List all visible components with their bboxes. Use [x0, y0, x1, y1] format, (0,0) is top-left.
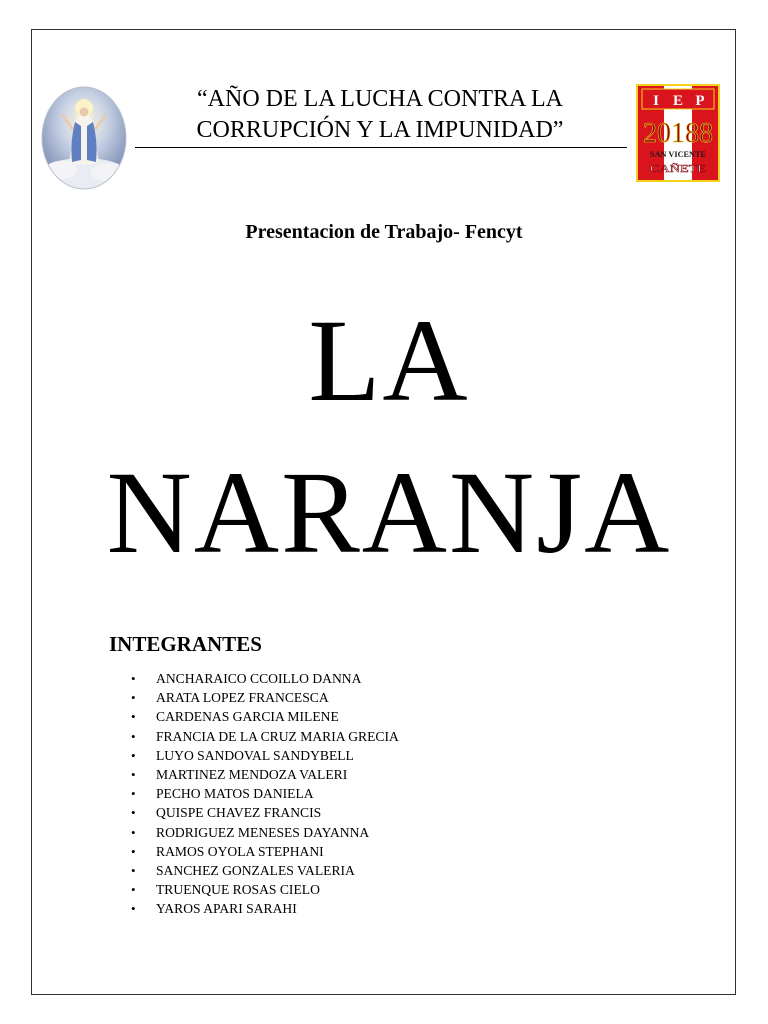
member-item: • MARTINEZ MENDOZA VALERI — [131, 765, 399, 784]
svg-text:SAN VICENTE: SAN VICENTE — [650, 150, 706, 159]
year-motto — [135, 84, 625, 146]
svg-text:P: P — [695, 93, 705, 109]
member-item: • PECHO MATOS DANIELA — [131, 784, 399, 803]
svg-text:20188: 20188 — [643, 117, 713, 149]
motto-line-2: CORRUPCIÓN Y LA IMPUNIDAD” — [196, 117, 564, 143]
virgin-mary-image — [41, 86, 127, 190]
member-item: • LUYO SANDOVAL SANDYBELL — [131, 746, 399, 765]
member-item: • QUISPE CHAVEZ FRANCIS — [131, 803, 399, 822]
member-item: • FRANCIA DE LA CRUZ MARIA GRECIA — [131, 727, 399, 746]
member-item: • SANCHEZ GONZALES VALERIA — [131, 861, 399, 880]
motto-underline — [135, 147, 627, 148]
member-item: • RODRIGUEZ MENESES DAYANNA — [131, 823, 399, 842]
member-item: • CARDENAS GARCIA MILENE — [131, 707, 399, 726]
svg-text:I: I — [653, 93, 659, 109]
school-crest-logo — [636, 84, 720, 182]
member-item: • ANCHARAICO CCOILLO DANNA — [131, 669, 399, 688]
members-heading: INTEGRANTES — [109, 632, 262, 656]
motto-line-1: “AÑO DE LA LUCHA CONTRA LA — [197, 86, 563, 112]
member-item: • TRUENQUE ROSAS CIELO — [131, 880, 399, 899]
members-list — [131, 669, 399, 918]
title-line-1: LA — [308, 295, 470, 426]
presentation-subtitle: Presentacion de Trabajo- Fencyt — [245, 221, 523, 243]
svg-text:CAÑETE: CAÑETE — [650, 163, 707, 175]
svg-text:E: E — [672, 93, 684, 109]
member-item: • RAMOS OYOLA STEPHANI — [131, 842, 399, 861]
member-item: • YAROS APARI SARAHI — [131, 899, 399, 918]
title-line-2: NARANJA — [106, 447, 672, 578]
member-item: • ARATA LOPEZ FRANCESCA — [131, 688, 399, 707]
